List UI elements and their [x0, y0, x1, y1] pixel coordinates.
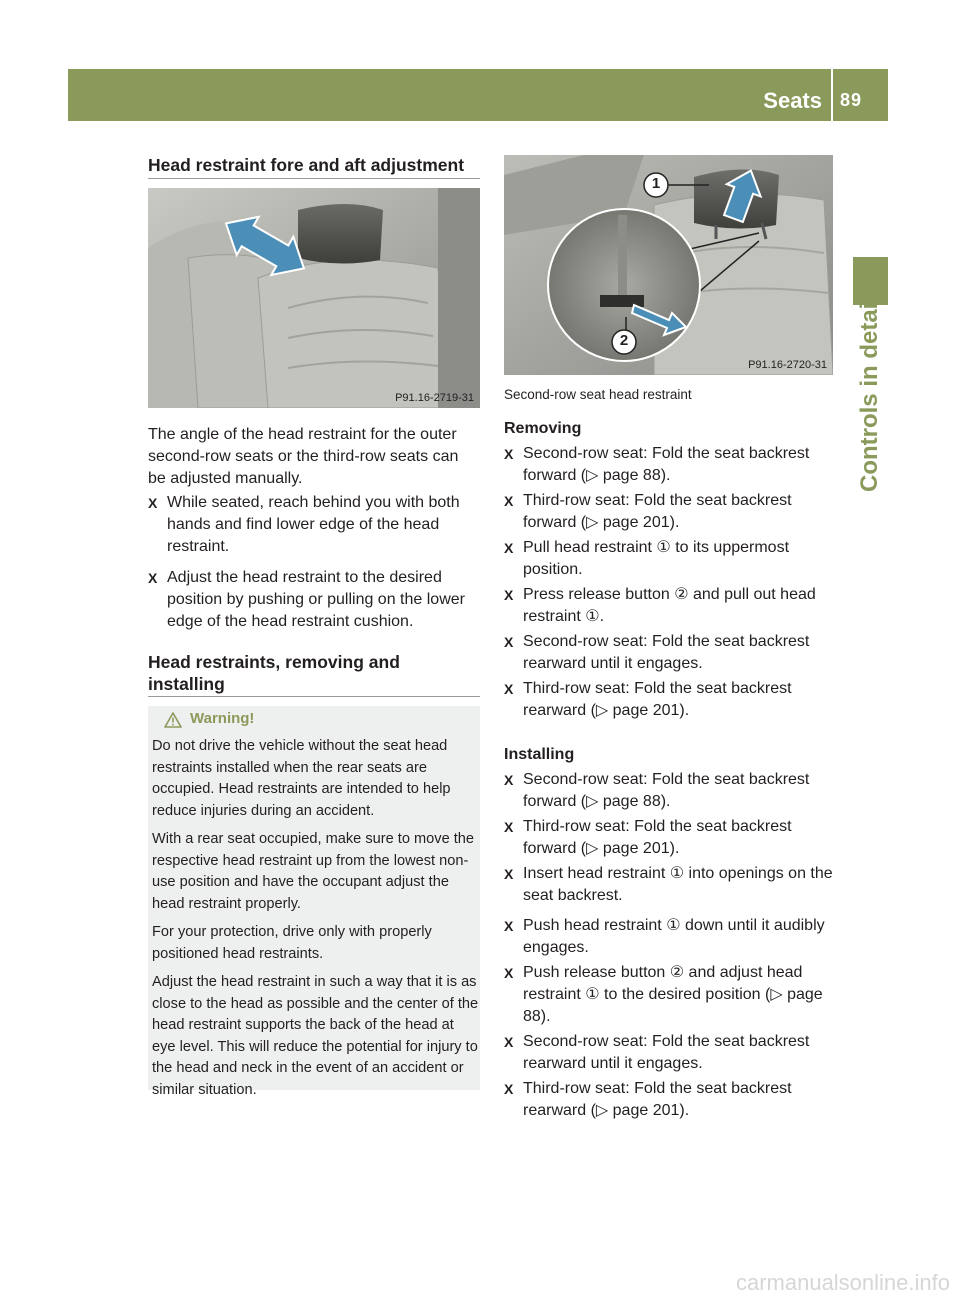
list-item: X Push head restraint ① down until it audibly engages.	[504, 917, 825, 956]
list-item: X Third-row seat: Fold the seat backrest forward (▷ page 201).	[504, 818, 792, 857]
photo-caption: Second-row seat head restraint	[504, 387, 692, 402]
footer-watermark: carmanualsonline.info	[735, 1270, 950, 1295]
list-item: X Press release button ② and pull out head restraint ①.	[504, 586, 816, 625]
list-item: X Second-row seat: Fold the seat backrest rearward until it engages.	[504, 1033, 810, 1072]
warning-title: Warning!	[190, 710, 255, 727]
installing-section	[504, 744, 834, 1122]
list-item: X Second-row seat: Fold the seat backrest rearward until it engages.	[504, 633, 810, 672]
list-item: X Insert head restraint ① into openings on the seat backrest.	[504, 865, 833, 904]
photo-code: P91.16-2720-31	[748, 359, 827, 371]
steps-adjustment	[148, 492, 480, 633]
list-item: X Push release button ② and adjust head restraint ① to the desired position (▷ page 88).	[504, 964, 823, 1025]
list-item: X Second-row seat: Fold the seat backrest forward (▷ page 88).	[504, 445, 810, 484]
divider	[148, 696, 480, 697]
removing-section	[504, 418, 834, 722]
list-item: X Third-row seat: Fold the seat backrest rearward (▷ page 201).	[504, 1080, 792, 1119]
photo-second-row-head-restraint	[504, 155, 833, 375]
list-item: X Adjust the head restraint to the desired position by pushing or pulling on the lower edge of the head restraint cushion.	[148, 569, 465, 630]
list-item: X Second-row seat: Fold the seat backrest forward (▷ page 88).	[504, 771, 810, 810]
side-tab-label: Controls in detail	[856, 295, 883, 492]
photo-code: P91.16-2719-31	[395, 392, 474, 404]
heading-removing-installing: Head restraints, removing and installing	[148, 652, 400, 694]
warning-box	[148, 706, 480, 1098]
installing-title: Installing	[504, 746, 575, 763]
header-divider	[831, 69, 833, 121]
page-number: 89	[840, 90, 863, 110]
list-item: X Third-row seat: Fold the seat backrest rearward (▷ page 201).	[504, 680, 792, 719]
list-item: X Pull head restraint ① to its uppermost position.	[504, 539, 790, 578]
warning-icon	[164, 712, 182, 728]
callout-2: 2	[619, 332, 629, 349]
removing-title: Removing	[504, 420, 582, 437]
heading-fore-aft: Head restraint fore and aft adjustment	[148, 155, 465, 175]
warning-text: Do not drive the vehicle without the seat head restraints installed when the rear seats are occupied. Head restraints are intended to help reduce injuries during an accident. With a rear seat occupied, make sure to move the respective head restraint up from the lowest non-use position and have the occupant adjust the head restraint properly. For your protection, drive only with properly positioned head restraints. Adjust the head restraint in such a way that it is as close to the head as possible and the center of the head restraint supports the back of the head at eye level. This will reduce the potential for injury to the head and neck in the event of an accident or similar situation.	[152, 738, 479, 1098]
photo-head-restraint-adjustment	[148, 188, 480, 408]
intro-text: The angle of the head restraint for the outer second-row seats or the third-row seats can be adjusted manually.	[148, 426, 459, 487]
list-item: X Third-row seat: Fold the seat backrest forward (▷ page 201).	[504, 492, 792, 531]
list-item: X While seated, reach behind you with both hands and find lower edge of the head restraint.	[148, 494, 460, 555]
section-title: Seats	[763, 88, 822, 113]
callout-1: 1	[651, 175, 661, 192]
divider	[148, 178, 480, 179]
